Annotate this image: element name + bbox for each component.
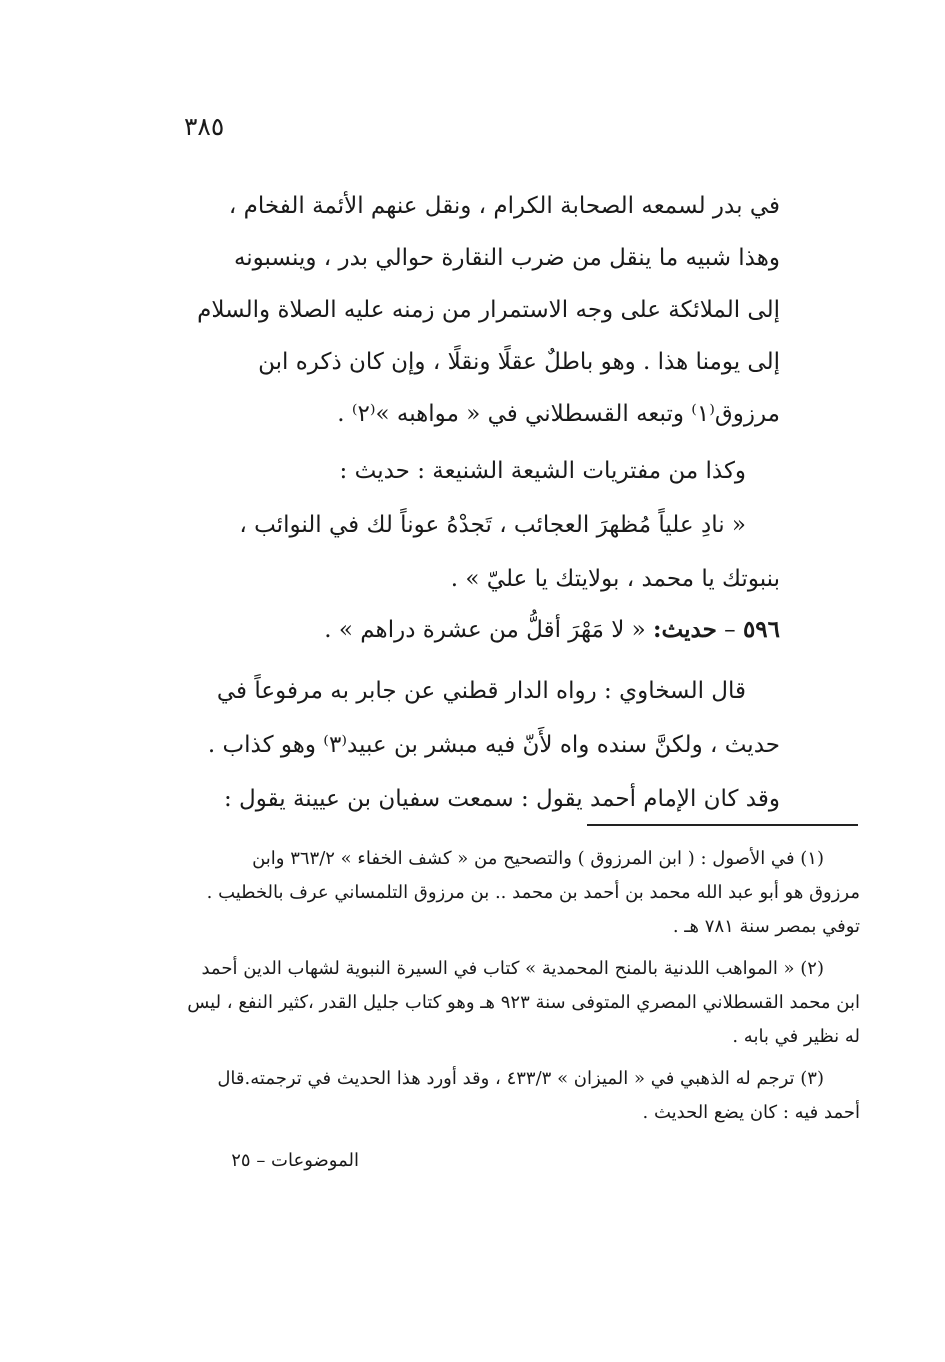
- paragraph-3: [184, 664, 780, 826]
- page-number: ٣٨٥: [184, 112, 225, 141]
- entry-dash: –: [724, 617, 736, 643]
- footnote-line: أحمد فيه : كان يضع الحديث .: [642, 1102, 860, 1123]
- paragraph-1: [184, 180, 780, 440]
- text-line: قال السخاوي : رواه الدار قطني عن جابر به مرفوعاً في: [216, 678, 746, 704]
- text-line: في بدر لسمعه الصحابة الكرام ، ونقل عنهم الأئمة الفخام ،: [228, 193, 780, 219]
- footnote-separator: [587, 824, 858, 826]
- footnote-line: مرزوق هو أبو عبد الله محمد بن أحمد بن محمد .. بن مرزوق التلمساني عرف بالخطيب .: [206, 882, 860, 903]
- text-line: وهذا شبيه ما ينقل من ضرب النقارة حوالي بدر ، وينسبونه: [233, 245, 780, 271]
- text-line: حديث ، ولكنَّ سنده واه لأَنّ فيه مبشر بن عبيد⁽٣⁾ وهو كذاب .: [207, 732, 780, 758]
- hadith-entry: [184, 604, 780, 656]
- text-line: إلى الملائكة على وجه الاستمرار من زمنه عليه الصلاة والسلام: [197, 297, 780, 323]
- text-line: إلى يومنا هذا . وهو باطلٌ عقلًا ونقلًا ، وإن كان ذكره ابن: [258, 349, 780, 375]
- footnote-2: [184, 952, 860, 1054]
- text-line: « نادِ علياً مُظهرَ العجائب ، تَجدْهُ عوناً لك في النوائب ،: [239, 512, 746, 538]
- footnotes: [184, 842, 860, 1130]
- footnote-line: ابن محمد القسطلاني المصري المتوفى سنة ٩٢٣ هـ وهو كتاب جليل القدر ،كثير النفع ، ليس: [187, 992, 860, 1013]
- entry-number: ٥٩٦: [742, 616, 780, 643]
- paragraph-2: [184, 444, 780, 606]
- text-line: وكذا من مفتريات الشيعة الشنيعة : حديث :: [339, 458, 746, 484]
- footnote-line: توفي بمصر سنة ٧٨١ هـ .: [672, 916, 860, 937]
- footnote-line: له نظير في بابه .: [732, 1026, 860, 1047]
- footnote-line: (١) في الأصول : ( ابن المرزوق ) والتصحيح من « كشف الخفاء » ٣٦٣/٢ وابن: [252, 848, 824, 869]
- text-line: مرزوق⁽١⁾ وتبعه القسطلاني في « مواهبه »⁽٢⁾ .: [337, 401, 780, 427]
- footnote-1: [184, 842, 860, 944]
- footnote-3: [184, 1062, 860, 1130]
- footnote-line: (٣) ترجم له الذهبي في « الميزان » ٤٣٣/٣ ، وقد أورد هذا الحديث في ترجمته.قال: [217, 1068, 824, 1089]
- entry-text: « لا مَهْرَ أقلُّ من عشرة دراهم » .: [324, 617, 646, 643]
- text-line: وقد كان الإمام أحمد يقول : سمعت سفيان بن عيينة يقول :: [223, 786, 780, 812]
- footnote-line: (٢) « المواهب اللدنية بالمنح المحمدية » كتاب في السيرة النبوية لشهاب الدين أحمد: [201, 958, 824, 979]
- entry-heading: حديث:: [653, 616, 717, 643]
- entry-line: [184, 604, 780, 656]
- text-line: بنبوتك يا محمد ، بولايتك يا عليّ » .: [450, 566, 780, 592]
- printer-signature: الموضوعات – ٢٥: [231, 1150, 359, 1171]
